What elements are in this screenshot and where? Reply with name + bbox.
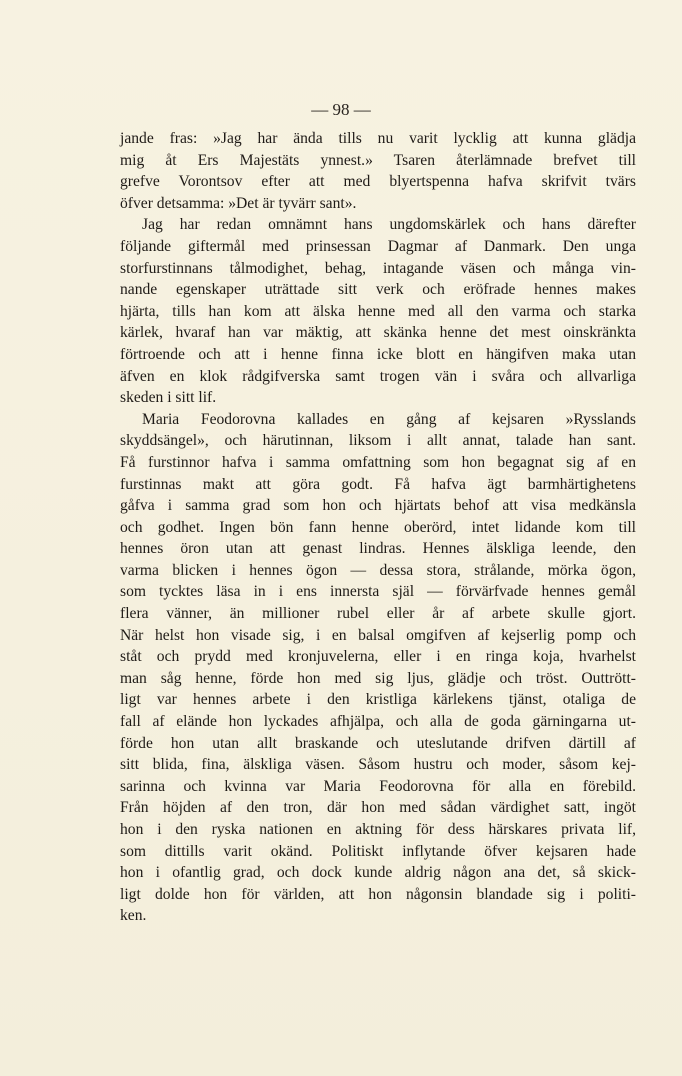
text-line: hjärta, tills han kom att älska henne med all den varma och starka	[120, 302, 636, 320]
text-line: hon i ofantlig grad, och dock kunde aldrig någon ana det, så skick-	[120, 864, 636, 882]
text-line: flera vänner, än millioner rubel eller år af arbete skulle gjort.	[120, 605, 636, 623]
text-line: ståt och prydd med kronjuvelerna, eller i en ringa koja, hvarhelst	[120, 648, 636, 666]
text-line: storfurstinnans tålmodighet, behag, intagande väsen och många vin-	[120, 259, 636, 277]
text-line: man såg henne, förde hon med sig ljus, glädje och tröst. Outtrött-	[120, 669, 636, 687]
text-line: och godhet. Ingen bön fann henne oberörd, intet lidande kom till	[120, 518, 636, 536]
text-line: jande fras: »Jag har ända tills nu varit lycklig att kunna glädja	[120, 130, 636, 147]
text-line: förde hon utan allt braskande och uteslutande drifven därtill af	[120, 734, 636, 752]
text-line: sarinna och kvinna var Maria Feodorovna för alla en förebild.	[120, 777, 636, 795]
text-line: Från höjden af den tron, där hon med sådan värdighet satt, ingöt	[120, 799, 636, 817]
text-line: gåfva i samma grad som hon och hjärtats behof att visa medkänsla	[120, 497, 636, 515]
text-line: Jag har redan omnämnt hans ungdomskärlek och hans därefter	[142, 216, 636, 234]
text-line: hon i den ryska nationen en aktning för dess härskares privata lif,	[120, 821, 636, 838]
text-line: skeden i sitt lif.	[120, 389, 217, 407]
body-text	[120, 128, 636, 927]
text-line: furstinnas makt att göra godt. Få hafva ägt barmhärtighetens	[120, 475, 636, 493]
page-number: — 98 —	[311, 100, 371, 119]
text-line: När helst hon visade sig, i en balsal omgifven af kejserlig pomp och	[120, 626, 636, 644]
text-line: mig åt Ers Majestäts ynnest.» Tsaren återlämnade brefvet till	[120, 151, 636, 169]
text-line: fall af elände hon lyckades afhjälpa, och alla de goda gärningarna ut-	[120, 713, 636, 731]
text-line: ligt dolde hon för världen, att hon någonsin blandade sig i politi-	[120, 885, 636, 903]
text-line: kärlek, hvaraf han var mäktig, att skänka henne det mest oinskränkta	[120, 324, 636, 342]
text-line: ligt var hennes arbete i den kristliga kärlekens tjänst, otaliga de	[120, 691, 636, 709]
text-line: grefve Vorontsov efter att med blyertspenna hafva skrifvit tvärs	[120, 173, 636, 191]
text-line: varma blicken i hennes ögon — dessa stora, strålande, mörka ögon,	[120, 561, 636, 579]
text-line: som dittills varit okänd. Politiskt inflytande öfver kejsaren hade	[120, 842, 636, 860]
text-line: sitt blida, fina, älskliga väsen. Såsom hustru och moder, såsom kej-	[120, 756, 636, 774]
text-line: ken.	[120, 907, 147, 925]
text-line: förtroende och att i henne finna icke blott en hängifven maka utan	[120, 345, 636, 363]
text-line: äfven en klok rådgifverska samt trogen vän i svåra och allvarliga	[120, 367, 636, 385]
text-line: som tycktes läsa in i ens innersta själ — förvärfvade hennes gemål	[120, 583, 636, 601]
text-line: skyddsängel», och härutinnan, liksom i allt annat, talade han sant.	[120, 432, 636, 450]
text-line: Maria Feodorovna kallades en gång af kejsaren »Rysslands	[142, 410, 636, 428]
text-line: nande egenskaper uträttade sitt verk och eröfrade hennes makes	[120, 281, 636, 299]
text-line: Få furstinnor hafva i samma omfattning som hon begagnat sig af en	[120, 453, 636, 471]
text-line: följande giftermål med prinsessan Dagmar af Danmark. Den unga	[120, 237, 636, 255]
text-line: hennes öron utan att genast lindras. Hennes älskliga leende, den	[120, 540, 636, 558]
text-line: öfver detsamma: »Det är tyvärr sant».	[120, 194, 357, 212]
